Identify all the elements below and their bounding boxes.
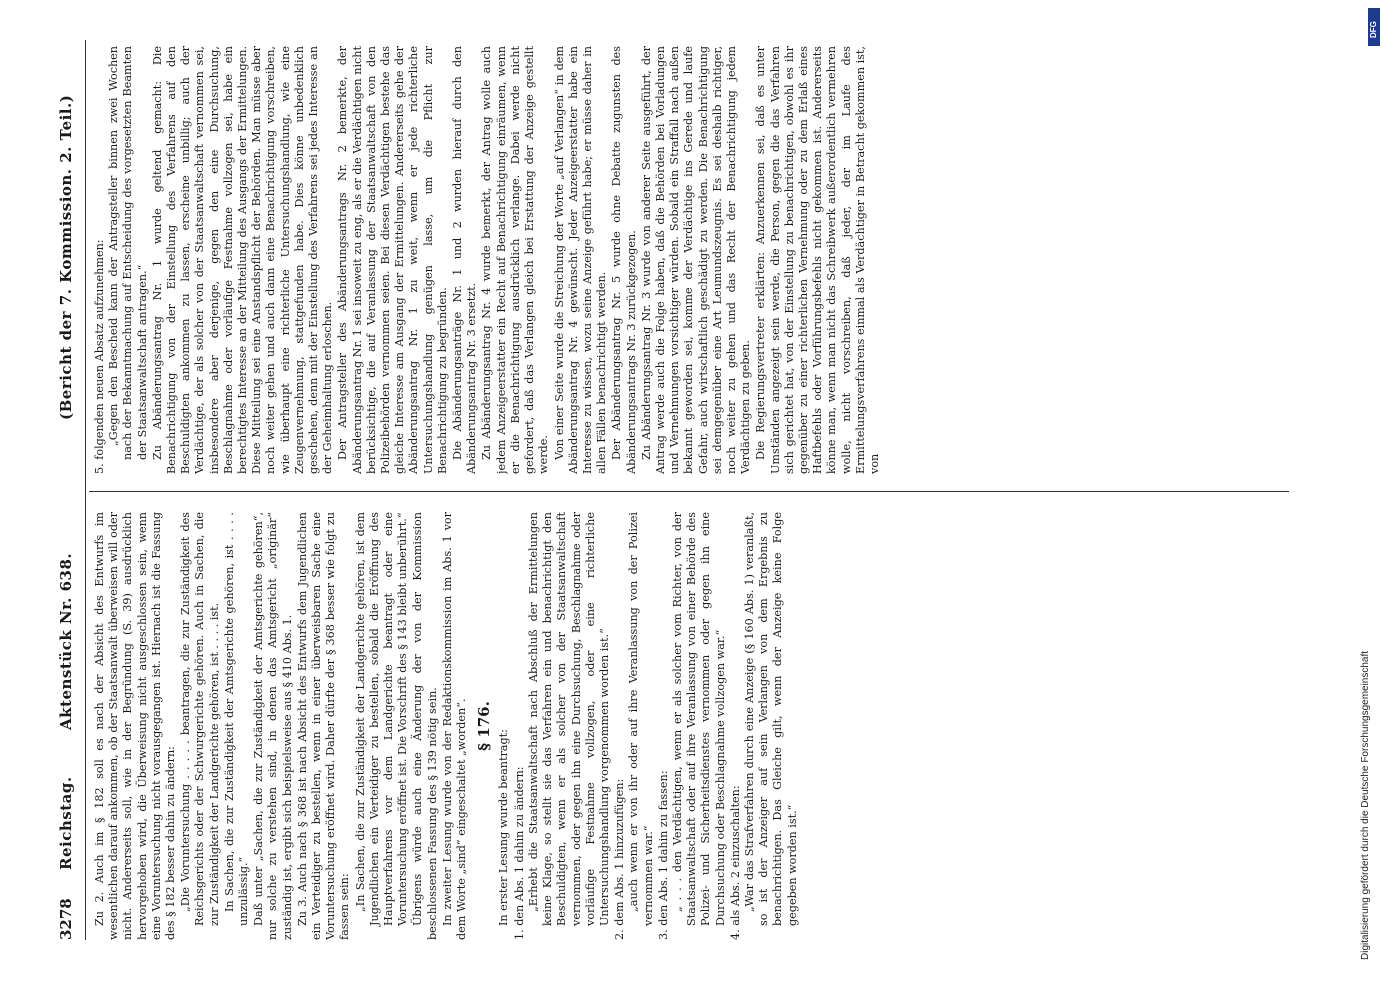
- header-rule: [85, 40, 86, 940]
- quote-paragraph: In Sachen, die zur Zuständigkeit der Amtsgerichte gehören, ist . . . . unzulässig.“: [222, 512, 251, 926]
- paragraph: Der Abänderungsantrag Nr. 5 wurde ohne Debatte zugunsten des Abänderungsantrags Nr. 3 zurückgezogen.: [610, 46, 638, 474]
- list-item: 5. folgenden neuen Absatz aufzunehmen:: [93, 239, 106, 474]
- paragraph: Zu 2. Auch im § 182 soll es nach der Absicht des Entwurfs im wesentlichen darauf ankommen, ob der Staatsanwalt überweisen will oder nicht. Andererseits soll, wie in der Begründung (S. 39) ausdrücklich hervorgehoben wird, die Überweisung nicht ausgeschlossen sein, wenn eine Voruntersuchung nicht vorausgegangen ist. Hiernach ist die Fassung des § 182 besser dahin zu ändern:: [93, 512, 178, 940]
- paragraph: Zu Abänderungsantrag Nr. 3 wurde von anderer Seite ausgeführt, der Antrag werde auch die Folge haben, daß die Behörden bei Vorladungen und Vernehmungen vorsichtiger würden. Sobald ein Straffall nach außen bekannt geworden sei, komme der Verdächtige ins Gerede und laufe Gefahr, auch wirtschaftlich geschädigt zu werden. Die Benachrichtigung sei demgegenüber eine Art Leumundszeugnis. Es sei deshalb richtiger, noch weiter zu gehen und das Recht der Benachrichtigung jedem Verdächtigen zu geben.: [639, 46, 753, 474]
- page-header: [55, 40, 81, 940]
- paragraph: Zu Abänderungsantrag Nr. 1 wurde geltend gemacht: Die Benachrichtigung von der Einstellung des Verfahrens auf den Beschuldigten ankommen zu lassen, erscheine unbillig; auch der Verdächtige, der als solcher von der Staatsanwaltschaft vernommen sei, insbesondere aber derjenige, gegen den eine Durchsuchung, Beschlagnahme oder vorläufige Festnahme vollzogen sei, habe ein berechtigtes Interesse an der Mitteilung des Ausgangs der Ermittelungen. Diese Mitteilung sei eine Anstandspflicht der Behörden. Man müsse aber noch weiter gehen und auch dann eine Benachrichtigung vorschreiben, wie überhaupt eine richterliche Untersuchungshandlung, wie eine Zeugenvernehmung, stattgefunden habe. Dies könne unbedenklich geschehen, denn mit der Einstellung des Verfahrens sei jedes Interesse an der Geheimhaltung erloschen.: [150, 46, 335, 474]
- left-column: [93, 512, 1293, 940]
- paragraph: Die Regierungsvertreter erklärten: Anzuerkennen sei, daß es unter Umständen angezeigt sein werde, die Person, gegen die das Verfahren sich gerichtet hat, von der Einstellung zu benachrichtigen, obwohl es ihr gegenüber zu einer richterlichen Vernehmung oder zu dem Erlaß eines Haftbefehls oder Vorführungsbefehls nicht gekommen ist. Andererseits könne man, wenn man nicht das Schreibwerk außerordentlich vermehren wolle, nicht vorschreiben, daß jeder, der im Laufe des Ermittelungsverfahrens einmal als Verdächtiger in Betracht gekommen ist, von: [754, 46, 881, 474]
- column-divider: [89, 491, 1289, 492]
- paragraph: Zu Abänderungsantrag Nr. 4 wurde bemerkt, der Antrag wolle auch jedem Anzeigeerstatter ein Recht auf Benachrichtigung einräumen, wenn er die Benachrichtigung ausdrücklich verlange. Dabei werde nicht gefordert, daß das Verlangen gleich bei Erstattung der Anzeige gestellt werde.: [480, 46, 551, 474]
- quote-paragraph: „Gegen den Bescheid kann der Antragsteller binnen zwei Wochen nach der Bekanntmachung auf Entscheidung des vorgesetzten Beamten der Staatsanwaltschaft antragen.“: [107, 46, 149, 460]
- quote-paragraph: „ . . . den Verdächtigen, wenn er als solcher vom Richter, von der Staatsanwaltschaft oder auf ihre Veranlassung von einer Behörde des Polizei- und Sicherheitsdienstes vernommen oder gegen ihn eine Durchsuchung oder Beschlagnahme vollzogen war.“: [670, 512, 727, 926]
- section-intro: In erster Lesung wurde beantragt:: [497, 729, 511, 926]
- right-column: [93, 46, 1293, 474]
- dfg-logo: [1368, 8, 1380, 46]
- header-report-title: (Bericht der 7. Kommission. 2. Teil.): [57, 94, 75, 420]
- quote-paragraph: „Die Voruntersuchung . . . . . beantragen, die zur Zuständigkeit des Reichsgerichts oder der Schwurgerichte gehören. Auch in Sachen, die zur Zuständigkeit der Landgerichte gehören, ist . . . . ist.: [179, 512, 221, 926]
- paragraph: Von einer Seite wurde die Streichung der Worte „auf Verlangen“ in dem Abänderungsantrag Nr. 4 gewünscht. Jeder Anzeigeerstatter habe ein Interesse zu wissen, wozu seine Anzeige geführt habe; er müsse daher in allen Fällen benachrichtigt werden.: [552, 46, 609, 474]
- page-number: 3278: [57, 898, 75, 940]
- quote-paragraph: „auch wenn er von ihr oder auf ihre Veranlassung von der Polizei vernommen war.“: [627, 512, 655, 926]
- paragraph: Übrigens würde auch eine Änderung der von der Kommission beschlossenen Fassung des § 139 nötig sein.: [411, 512, 439, 940]
- dfg-logo-text: DFG: [1369, 21, 1378, 38]
- digitization-note: Digitalisierung gefördert durch die Deutsche Forschungsgemeinschaft: [1360, 650, 1371, 960]
- list-item: 2. dem Abs. 1 hinzuzufügen:: [613, 778, 627, 940]
- paragraph: In zweiter Lesung wurde von der Redaktionskommission im Abs. 1 vor dem Worte „sind“ eingeschaltet „worden“.: [440, 512, 469, 940]
- section-heading: § 176.: [475, 701, 494, 751]
- list-item: 4. als Abs. 2 einzuschalten:: [728, 785, 742, 940]
- paragraph: Daß unter „Sachen, die zur Zuständigkeit der Amtsgerichte gehören“, nur solche zu verstehen sind, in denen das Amtsgericht „originär“ zuständig ist, ergibt sich beispielsweise aus § 410 Abs. 1.: [252, 512, 294, 940]
- quote-paragraph: „In Sachen, die zur Zuständigkeit der Landgerichte gehören, ist dem Jugendlichen ein Verteidiger zu bestellen, sobald die Eröffnung des Hauptverfahrens vor dem Landgerichte beantragt oder eine Voruntersuchung eröffnet ist. Die Vorschrift des § 143 bleibt unberührt.“: [353, 512, 410, 926]
- paragraph: Zu 3. Auch nach § 368 ist nach Absicht des Entwurfs dem Jugendlichen ein Verteidiger zu bestellen, wenn in einer überweisbaren Sache eine Voruntersuchung eröffnet wird. Daher dürfte der § 368 besser wie folgt zu fassen sein:: [295, 512, 352, 940]
- paragraph: Die Abänderungsanträge Nr. 1 und 2 wurden hierauf durch den Abänderungsantrag Nr. 3 ersetzt.: [451, 46, 479, 474]
- quote-paragraph: „War das Strafverfahren durch eine Anzeige (§ 160 Abs. 1) veranlaßt, so ist der Anzeiger auf sein Verlangen von dem Ergebnis zu benachrichtigen. Das Gleiche gilt, wenn der Anzeige keine Folge gegeben worden ist.“: [742, 512, 799, 926]
- list-item: 3. den Abs. 1 dahin zu fassen:: [656, 770, 670, 940]
- paragraph: Der Antragsteller des Abänderungsantrags Nr. 2 bemerkte, der Abänderungsantrag Nr. 1 sei insoweit zu eng, als er die Verdächtigen nicht berücksichtige, die auf Veranlassung der Staatsanwaltschaft von den Polizeibehörden vernommen seien. Bei diesen Verdächtigen bestehe das gleiche Interesse am Ausgang der Ermittelungen. Andererseits gehe der Abänderungsantrag Nr. 1 zu weit, wenn er jede richterliche Untersuchungshandlung genügen lasse, um die Pflicht zur Benachrichtigung zu begründen.: [336, 46, 449, 474]
- rotated-page-content: [55, 40, 1315, 940]
- quote-paragraph: „Erhebt die Staatsanwaltschaft nach Abschluß der Ermittelungen keine Klage, so stellt sie das Verfahren ein und benachrichtigt den Beschuldigten, wenn er als solcher von der Staatsanwaltschaft vernommen, oder gegen ihn eine Durchsuchung, Beschlagnahme oder vorläufige Festnahme vollzogen, oder eine richterliche Untersuchungshandlung vorgenommen worden ist.“: [526, 512, 611, 926]
- list-item: 1. den Abs. 1 dahin zu ändern:: [512, 766, 526, 940]
- header-document-number: Aktenstück Nr. 638.: [57, 552, 75, 730]
- header-reichstag: Reichstag.: [57, 776, 75, 870]
